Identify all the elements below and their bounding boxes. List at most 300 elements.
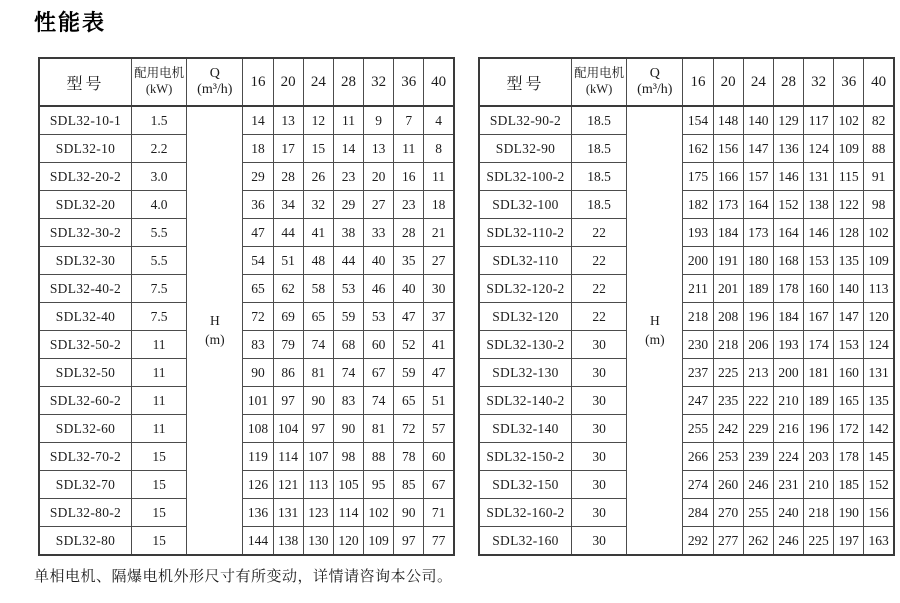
- head-value-cell: 23: [394, 191, 424, 219]
- head-value-cell: 129: [773, 106, 803, 135]
- motor-kw-cell: 30: [571, 359, 626, 387]
- head-value-cell: 97: [394, 527, 424, 556]
- head-value-cell: 193: [773, 331, 803, 359]
- motor-kw-cell: 15: [131, 499, 186, 527]
- table-row: [39, 247, 454, 275]
- head-value-cell: 12: [303, 106, 333, 135]
- head-value-cell: 154: [683, 106, 713, 135]
- head-value-cell: 81: [303, 359, 333, 387]
- motor-kw-cell: 22: [571, 275, 626, 303]
- head-value-cell: 191: [713, 247, 743, 275]
- table-row: [39, 415, 454, 443]
- head-value-cell: 68: [333, 331, 363, 359]
- head-value-cell: 44: [273, 219, 303, 247]
- head-value-cell: 255: [683, 415, 713, 443]
- head-value-cell: 138: [804, 191, 834, 219]
- head-value-cell: 104: [273, 415, 303, 443]
- head-value-cell: 53: [364, 303, 394, 331]
- head-value-cell: 27: [364, 191, 394, 219]
- head-value-cell: 113: [303, 471, 333, 499]
- head-value-cell: 18: [243, 135, 273, 163]
- head-value-cell: 136: [773, 135, 803, 163]
- head-value-cell: 74: [364, 387, 394, 415]
- motor-kw-cell: 15: [131, 471, 186, 499]
- head-value-cell: 180: [743, 247, 773, 275]
- motor-kw-cell: 4.0: [131, 191, 186, 219]
- head-value-cell: 102: [834, 106, 864, 135]
- head-value-cell: 253: [713, 443, 743, 471]
- head-value-cell: 44: [333, 247, 363, 275]
- head-value-cell: 262: [743, 527, 773, 556]
- head-value-cell: 88: [864, 135, 894, 163]
- table-row: [479, 163, 894, 191]
- motor-kw-cell: 30: [571, 443, 626, 471]
- head-value-cell: 90: [303, 387, 333, 415]
- head-value-cell: 120: [333, 527, 363, 556]
- col-header-model: 型号: [479, 58, 571, 106]
- head-value-cell: 200: [683, 247, 713, 275]
- head-value-cell: 189: [804, 387, 834, 415]
- table-row: [479, 275, 894, 303]
- head-value-cell: 197: [834, 527, 864, 556]
- head-value-cell: 173: [743, 219, 773, 247]
- head-value-cell: 218: [804, 499, 834, 527]
- col-header-flow-value: 24: [303, 58, 333, 106]
- head-value-cell: 165: [834, 387, 864, 415]
- table-row: [39, 135, 454, 163]
- head-value-cell: 90: [333, 415, 363, 443]
- header-line-1: 配用电机: [134, 66, 185, 81]
- head-value-cell: 81: [364, 415, 394, 443]
- model-cell: SDL32-70: [39, 471, 131, 499]
- head-value-cell: 11: [424, 163, 454, 191]
- model-cell: SDL32-50-2: [39, 331, 131, 359]
- head-value-cell: 152: [864, 471, 894, 499]
- col-header-flow-value: 36: [394, 58, 424, 106]
- head-value-cell: 14: [243, 106, 273, 135]
- head-value-cell: 77: [424, 527, 454, 556]
- motor-kw-cell: 18.5: [571, 163, 626, 191]
- model-cell: SDL32-10-1: [39, 106, 131, 135]
- head-value-cell: 166: [713, 163, 743, 191]
- motor-kw-cell: 11: [131, 387, 186, 415]
- head-value-cell: 246: [743, 471, 773, 499]
- head-value-cell: 190: [834, 499, 864, 527]
- head-value-cell: 124: [864, 331, 894, 359]
- head-value-cell: 105: [333, 471, 363, 499]
- head-value-cell: 240: [773, 499, 803, 527]
- head-value-cell: 88: [364, 443, 394, 471]
- head-value-cell: 196: [743, 303, 773, 331]
- performance-table-left: [38, 57, 455, 556]
- motor-kw-cell: 2.2: [131, 135, 186, 163]
- head-value-cell: 136: [243, 499, 273, 527]
- page-title: 性能表: [34, 10, 107, 35]
- head-value-cell: 153: [834, 331, 864, 359]
- col-header-motor-kw: [131, 58, 186, 106]
- head-value-cell: 124: [804, 135, 834, 163]
- model-cell: SDL32-140-2: [479, 387, 571, 415]
- head-value-cell: 13: [364, 135, 394, 163]
- head-value-cell: 67: [424, 471, 454, 499]
- header-line-1: Q: [209, 65, 220, 81]
- head-value-cell: 121: [273, 471, 303, 499]
- head-value-cell: 62: [273, 275, 303, 303]
- head-value-cell: 274: [683, 471, 713, 499]
- header-line-1: 配用电机: [574, 66, 625, 81]
- motor-kw-cell: 18.5: [571, 191, 626, 219]
- model-cell: SDL32-30-2: [39, 219, 131, 247]
- head-value-cell: 224: [773, 443, 803, 471]
- head-value-cell: 9: [364, 106, 394, 135]
- header-line-2: (m³/h): [197, 82, 233, 97]
- model-cell: SDL32-100-2: [479, 163, 571, 191]
- head-value-cell: 83: [243, 331, 273, 359]
- model-cell: SDL32-160-2: [479, 499, 571, 527]
- table-row: [39, 527, 454, 556]
- header-line-1: H: [209, 313, 220, 329]
- head-value-cell: 18: [424, 191, 454, 219]
- head-value-cell: 119: [243, 443, 273, 471]
- head-value-cell: 174: [804, 331, 834, 359]
- head-value-cell: 230: [683, 331, 713, 359]
- head-value-cell: 34: [273, 191, 303, 219]
- head-value-cell: 164: [743, 191, 773, 219]
- head-value-cell: 36: [243, 191, 273, 219]
- head-value-cell: 113: [864, 275, 894, 303]
- head-value-cell: 102: [864, 219, 894, 247]
- table-row: [479, 387, 894, 415]
- head-value-cell: 83: [333, 387, 363, 415]
- head-meters-merged-cell: [627, 106, 683, 555]
- model-cell: SDL32-70-2: [39, 443, 131, 471]
- head-value-cell: 51: [424, 387, 454, 415]
- head-value-cell: 266: [683, 443, 713, 471]
- head-value-cell: 156: [713, 135, 743, 163]
- head-value-cell: 189: [743, 275, 773, 303]
- head-value-cell: 59: [394, 359, 424, 387]
- head-value-cell: 270: [713, 499, 743, 527]
- motor-kw-cell: 30: [571, 387, 626, 415]
- head-value-cell: 65: [243, 275, 273, 303]
- table-row: [479, 471, 894, 499]
- head-value-cell: 40: [364, 247, 394, 275]
- head-value-cell: 145: [864, 443, 894, 471]
- head-value-cell: 146: [773, 163, 803, 191]
- head-value-cell: 292: [683, 527, 713, 556]
- col-header-flow-value: 16: [683, 58, 713, 106]
- head-value-cell: 203: [804, 443, 834, 471]
- head-value-cell: 225: [804, 527, 834, 556]
- table-row: [39, 106, 454, 135]
- model-cell: SDL32-20: [39, 191, 131, 219]
- head-value-cell: 90: [243, 359, 273, 387]
- model-cell: SDL32-120: [479, 303, 571, 331]
- head-value-cell: 153: [804, 247, 834, 275]
- tables-container: [38, 57, 895, 556]
- model-cell: SDL32-90: [479, 135, 571, 163]
- head-value-cell: 48: [303, 247, 333, 275]
- head-value-cell: 108: [243, 415, 273, 443]
- header-line-2: (kW): [145, 82, 173, 96]
- head-value-cell: 247: [683, 387, 713, 415]
- head-value-cell: 98: [864, 191, 894, 219]
- head-value-cell: 211: [683, 275, 713, 303]
- col-header-flow-value: 20: [713, 58, 743, 106]
- head-value-cell: 148: [713, 106, 743, 135]
- head-value-cell: 130: [303, 527, 333, 556]
- head-value-cell: 109: [834, 135, 864, 163]
- table-row: [39, 303, 454, 331]
- header-row: [479, 58, 894, 106]
- head-value-cell: 101: [243, 387, 273, 415]
- head-value-cell: 16: [394, 163, 424, 191]
- header-line-2: (m): [645, 331, 665, 347]
- head-value-cell: 14: [333, 135, 363, 163]
- table-row: [39, 219, 454, 247]
- model-cell: SDL32-40-2: [39, 275, 131, 303]
- head-value-cell: 131: [804, 163, 834, 191]
- table-row: [39, 359, 454, 387]
- head-value-cell: 123: [303, 499, 333, 527]
- head-value-cell: 67: [364, 359, 394, 387]
- head-value-cell: 13: [273, 106, 303, 135]
- head-value-cell: 8: [424, 135, 454, 163]
- head-value-cell: 182: [683, 191, 713, 219]
- table-row: [479, 527, 894, 556]
- head-value-cell: 97: [273, 387, 303, 415]
- table-row: [39, 499, 454, 527]
- model-cell: SDL32-160: [479, 527, 571, 556]
- head-value-cell: 255: [743, 499, 773, 527]
- head-value-cell: 11: [394, 135, 424, 163]
- head-value-cell: 163: [864, 527, 894, 556]
- motor-kw-cell: 1.5: [131, 106, 186, 135]
- head-value-cell: 140: [743, 106, 773, 135]
- header-line-1: Q: [649, 65, 660, 81]
- head-value-cell: 60: [424, 443, 454, 471]
- head-value-cell: 135: [864, 387, 894, 415]
- head-value-cell: 173: [713, 191, 743, 219]
- head-value-cell: 27: [424, 247, 454, 275]
- motor-kw-cell: 30: [571, 471, 626, 499]
- head-value-cell: 222: [743, 387, 773, 415]
- col-header-flow-q: [187, 58, 243, 106]
- head-value-cell: 162: [683, 135, 713, 163]
- model-cell: SDL32-150-2: [479, 443, 571, 471]
- head-value-cell: 231: [773, 471, 803, 499]
- head-value-cell: 74: [303, 331, 333, 359]
- head-value-cell: 41: [303, 219, 333, 247]
- head-value-cell: 7: [394, 106, 424, 135]
- head-value-cell: 140: [834, 275, 864, 303]
- header-line-2: (m): [205, 331, 225, 347]
- head-value-cell: 102: [364, 499, 394, 527]
- head-value-cell: 107: [303, 443, 333, 471]
- head-value-cell: 260: [713, 471, 743, 499]
- head-value-cell: 172: [834, 415, 864, 443]
- head-value-cell: 52: [394, 331, 424, 359]
- table-row: [479, 499, 894, 527]
- head-value-cell: 201: [713, 275, 743, 303]
- head-value-cell: 131: [273, 499, 303, 527]
- head-value-cell: 40: [394, 275, 424, 303]
- head-value-cell: 164: [773, 219, 803, 247]
- head-value-cell: 86: [273, 359, 303, 387]
- head-value-cell: 65: [394, 387, 424, 415]
- table-row: [479, 219, 894, 247]
- head-value-cell: 117: [804, 106, 834, 135]
- head-value-cell: 147: [834, 303, 864, 331]
- motor-kw-cell: 5.5: [131, 247, 186, 275]
- motor-kw-cell: 30: [571, 527, 626, 556]
- head-value-cell: 97: [303, 415, 333, 443]
- col-header-model: 型号: [39, 58, 131, 106]
- col-header-flow-value: 16: [243, 58, 273, 106]
- head-value-cell: 206: [743, 331, 773, 359]
- head-value-cell: 15: [303, 135, 333, 163]
- motor-kw-cell: 3.0: [131, 163, 186, 191]
- model-cell: SDL32-20-2: [39, 163, 131, 191]
- model-cell: SDL32-60: [39, 415, 131, 443]
- col-header-motor-kw: [571, 58, 626, 106]
- head-value-cell: 71: [424, 499, 454, 527]
- model-cell: SDL32-90-2: [479, 106, 571, 135]
- head-value-cell: 29: [243, 163, 273, 191]
- head-value-cell: 185: [834, 471, 864, 499]
- head-value-cell: 225: [713, 359, 743, 387]
- head-value-cell: 120: [864, 303, 894, 331]
- head-value-cell: 135: [834, 247, 864, 275]
- head-value-cell: 29: [333, 191, 363, 219]
- head-value-cell: 239: [743, 443, 773, 471]
- table-row: [39, 191, 454, 219]
- head-value-cell: 218: [683, 303, 713, 331]
- head-value-cell: 72: [243, 303, 273, 331]
- head-value-cell: 98: [333, 443, 363, 471]
- table-row: [39, 387, 454, 415]
- head-value-cell: 47: [394, 303, 424, 331]
- table-row: [479, 135, 894, 163]
- head-value-cell: 60: [364, 331, 394, 359]
- motor-kw-cell: 7.5: [131, 303, 186, 331]
- motor-kw-cell: 18.5: [571, 106, 626, 135]
- head-value-cell: 156: [864, 499, 894, 527]
- col-header-flow-value: 24: [743, 58, 773, 106]
- model-cell: SDL32-100: [479, 191, 571, 219]
- head-value-cell: 184: [713, 219, 743, 247]
- head-value-cell: 21: [424, 219, 454, 247]
- head-value-cell: 193: [683, 219, 713, 247]
- head-value-cell: 144: [243, 527, 273, 556]
- head-value-cell: 41: [424, 331, 454, 359]
- motor-kw-cell: 30: [571, 415, 626, 443]
- head-value-cell: 147: [743, 135, 773, 163]
- motor-kw-cell: 30: [571, 499, 626, 527]
- head-value-cell: 109: [364, 527, 394, 556]
- head-value-cell: 246: [773, 527, 803, 556]
- head-value-cell: 59: [333, 303, 363, 331]
- head-value-cell: 218: [713, 331, 743, 359]
- table-row: [479, 191, 894, 219]
- motor-kw-cell: 22: [571, 247, 626, 275]
- head-value-cell: 54: [243, 247, 273, 275]
- head-value-cell: 57: [424, 415, 454, 443]
- motor-kw-cell: 22: [571, 219, 626, 247]
- head-value-cell: 53: [333, 275, 363, 303]
- head-value-cell: 46: [364, 275, 394, 303]
- head-value-cell: 178: [834, 443, 864, 471]
- head-value-cell: 23: [333, 163, 363, 191]
- head-value-cell: 146: [804, 219, 834, 247]
- table-row: [39, 163, 454, 191]
- head-value-cell: 200: [773, 359, 803, 387]
- table-row: [479, 415, 894, 443]
- head-value-cell: 277: [713, 527, 743, 556]
- col-header-flow-value: 28: [333, 58, 363, 106]
- head-value-cell: 20: [364, 163, 394, 191]
- table-row: [479, 106, 894, 135]
- header-row: [39, 58, 454, 106]
- head-value-cell: 72: [394, 415, 424, 443]
- table-row: [479, 359, 894, 387]
- head-value-cell: 237: [683, 359, 713, 387]
- model-cell: SDL32-80-2: [39, 499, 131, 527]
- head-value-cell: 184: [773, 303, 803, 331]
- header-line-1: H: [649, 313, 660, 329]
- head-value-cell: 114: [273, 443, 303, 471]
- head-value-cell: 82: [864, 106, 894, 135]
- motor-kw-cell: 18.5: [571, 135, 626, 163]
- head-value-cell: 142: [864, 415, 894, 443]
- head-value-cell: 109: [864, 247, 894, 275]
- head-value-cell: 213: [743, 359, 773, 387]
- table-row: [39, 443, 454, 471]
- table-row: [39, 275, 454, 303]
- head-value-cell: 95: [364, 471, 394, 499]
- head-value-cell: 37: [424, 303, 454, 331]
- model-cell: SDL32-60-2: [39, 387, 131, 415]
- head-value-cell: 122: [834, 191, 864, 219]
- col-header-flow-q: [627, 58, 683, 106]
- head-meters-merged-cell: [187, 106, 243, 555]
- head-value-cell: 69: [273, 303, 303, 331]
- head-value-cell: 157: [743, 163, 773, 191]
- head-value-cell: 242: [713, 415, 743, 443]
- col-header-flow-value: 20: [273, 58, 303, 106]
- model-cell: SDL32-110-2: [479, 219, 571, 247]
- head-value-cell: 284: [683, 499, 713, 527]
- model-cell: SDL32-50: [39, 359, 131, 387]
- model-cell: SDL32-120-2: [479, 275, 571, 303]
- head-value-cell: 79: [273, 331, 303, 359]
- motor-kw-cell: 11: [131, 415, 186, 443]
- model-cell: SDL32-110: [479, 247, 571, 275]
- head-value-cell: 128: [834, 219, 864, 247]
- head-value-cell: 17: [273, 135, 303, 163]
- motor-kw-cell: 7.5: [131, 275, 186, 303]
- model-cell: SDL32-80: [39, 527, 131, 556]
- head-value-cell: 51: [273, 247, 303, 275]
- head-value-cell: 58: [303, 275, 333, 303]
- head-value-cell: 175: [683, 163, 713, 191]
- head-value-cell: 85: [394, 471, 424, 499]
- head-value-cell: 138: [273, 527, 303, 556]
- col-header-flow-value: 40: [424, 58, 454, 106]
- head-value-cell: 229: [743, 415, 773, 443]
- head-value-cell: 178: [773, 275, 803, 303]
- head-value-cell: 208: [713, 303, 743, 331]
